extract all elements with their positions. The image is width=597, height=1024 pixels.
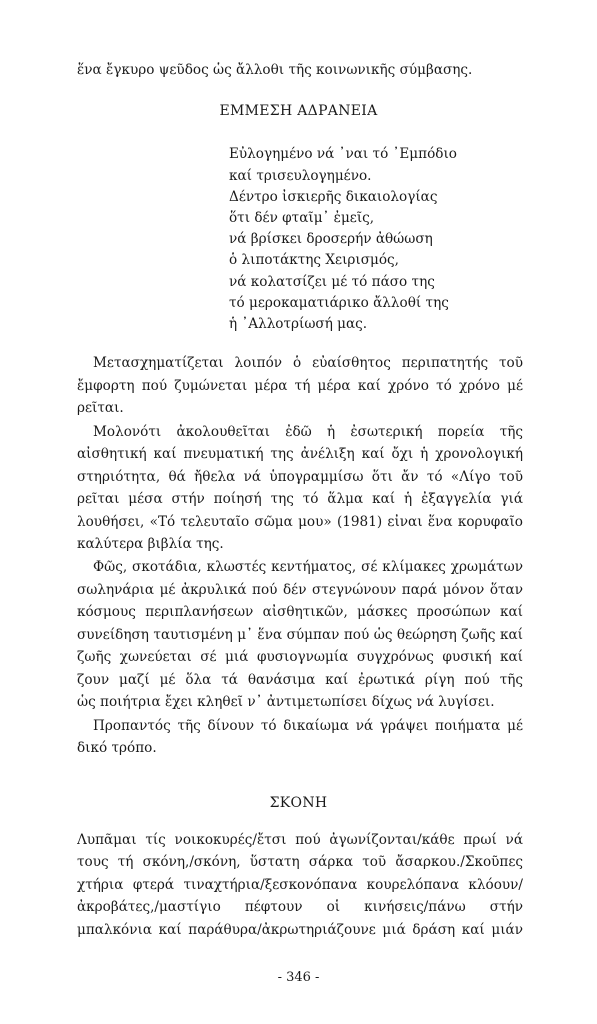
poem-line: Εὐλογημένο νά ᾿ναι τό ᾿Εμπόδιο [229, 146, 457, 162]
section-title: ΣΚΟΝΗ [269, 795, 328, 811]
poem-title: ΕΜΜΕΣΗ ΑΔΡΑΝΕΙΑ [219, 103, 378, 119]
text-line: στηριότητα, θά ἤθελα νά ὑπογραμμίσω ὅτι ἄν τό «Λίγο τοῦ [77, 469, 523, 485]
text-line: Μολονότι ἀκολουθεῖται ἐδῶ ἡ ἐσωτερική πορεία τῆς [93, 424, 523, 440]
text-line: τους τή σκόνη,/σκόνη, ὕστατη σάρκα τοῦ ἄσαρκου./Σκοῦπες [77, 854, 523, 870]
poem-line: ὅτι δέν φταῖμ᾿ ἐμεῖς, [229, 210, 375, 226]
poem-line: Δέντρο ἰσκιερῆς δικαιολογίας [229, 189, 438, 205]
poem-line: καί τρισευλογημένο. [229, 168, 372, 184]
text-line: σωληνάρια μέ ἀκρυλικά πού δέν στεγνώνουν παρά μόνον ὅταν [77, 582, 523, 598]
text-line: ζουν μαζί μέ ὅλα τά θανάσιμα καί ἐρωτικά ρίγη πού τῆς [77, 672, 523, 688]
text-line: ὡς ποιήτρια ἔχει κληθεῖ ν᾿ ἀντιμετωπίσει δίχως νά λυγίσει. [77, 694, 495, 710]
text-line: Λυπᾶμαι τίς νοικοκυρές/ἔτσι πού ἀγωνίζονται/κάθε πρωί νά [77, 832, 523, 848]
intro-line: ἕνα ἔγκυρο ψεῦδος ὡς ἄλλοθι τῆς κοινωνικῆς σύμβασης. [77, 62, 473, 78]
text-line: ζωῆς χωνεύεται σέ μιά φυσιογνωμία συγχρόνως φυσική καί [77, 649, 523, 665]
text-line: καλύτερα βιβλία της. [77, 536, 224, 552]
text-line: Μετασχηματίζεται λοιπόν ὁ εὐαίσθητος περιπατητής τοῦ [93, 355, 523, 371]
text-line: ρεῖται. [77, 400, 124, 416]
poem-line: τό μεροκαματιάρικο ἄλλοθί της [229, 295, 449, 311]
text-line: κόσμους περιπλανήσεων αἰσθητικῶν, μάσκες προσώπων καί [77, 604, 523, 620]
text-line: λουθήσει, «Τό τελευταῖο σῶμα μου» (1981) εἶναι ἕνα κορυφαῖο [77, 514, 523, 530]
text-line: ἀκροβάτες,/μαστίγιο πέφτουν οἱ κινήσεις/πάνω στήν [77, 899, 523, 915]
poem-line: νά κολατσίζει μέ τό πάσο της [229, 274, 435, 290]
page-number: - 346 - [277, 970, 320, 985]
text-line: συνείδηση ταυτισμένη μ᾿ ἕνα σύμπαν πού ὡς θεώρηση ζωῆς καί [77, 627, 523, 643]
poem-line: ὁ λιποτάκτης Χειρισμός, [229, 252, 399, 268]
text-line: ἔμφορτη πού ζυμώνεται μέρα τή μέρα καί χρόνο τό χρόνο μέ [77, 378, 523, 394]
text-line: Προπαντός τῆς δίνουν τό δικαίωμα νά γράψει ποιήματα μέ [93, 718, 523, 734]
poem-line: ἡ ᾿Αλλοτρίωσή μας. [229, 316, 368, 332]
text-line: αἰσθητική καί πνευματική της ἀνέλιξη καί ὄχι ἡ χρονολογική [77, 446, 523, 462]
text-line: χτήρια φτερά τιναχτήρια/ξεσκονόπανα κουρελόπανα κλόουν/ [77, 877, 523, 893]
text-line: Φῶς, σκοτάδια, κλωστές κεντήματος, σέ κλίμακες χρωμάτων [93, 559, 523, 575]
text-line: ρεῖται μέσα στήν ποίησή της τό ἅλμα καί ἡ ἐξαγγελία γιά [77, 491, 523, 507]
text-line: μπαλκόνια καί παράθυρα/ἀκρωτηριάζουνε μιά δράση καί μιάν [77, 922, 523, 938]
poem-line: νά βρίσκει δροσερήν ἀθώωση [229, 231, 433, 247]
text-line: δικό τρόπο. [77, 740, 157, 756]
